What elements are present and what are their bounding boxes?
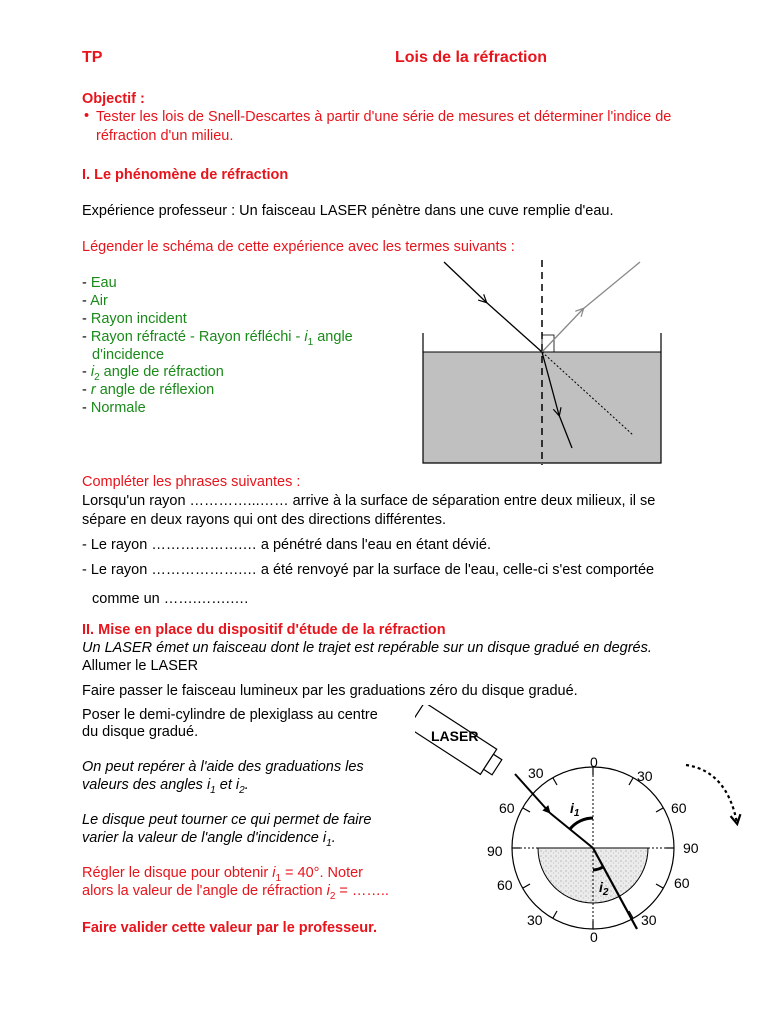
term-rayons-angle-incidence: - Rayon réfracté - Rayon réfléchi - $i_1$ angle bbox=[82, 329, 353, 348]
sentence1-line1: Lorsqu'un rayon …………...…… arrive à la surface de séparation entre deux milieux, il se bbox=[82, 493, 656, 509]
laser-label: LASER bbox=[431, 728, 479, 744]
grad-bottom-right: 30 bbox=[641, 912, 657, 928]
complete-heading: Compléter les phrases suivantes : bbox=[82, 474, 301, 490]
step-demi-cylindre-line1: Poser le demi-cylindre de plexiglass au centre bbox=[82, 707, 378, 723]
grad-upper-left: 60 bbox=[499, 800, 515, 816]
term-angle-reflexion: - r angle de réflexion bbox=[82, 382, 215, 398]
grad-bottom: 0 bbox=[590, 929, 598, 945]
section1-heading: I. Le phénomène de réfraction bbox=[82, 167, 289, 183]
sentence1-line2: sépare en deux rayons qui ont des directions différentes. bbox=[82, 512, 447, 528]
term-air: - Air bbox=[82, 293, 108, 309]
bullet-icon: • bbox=[84, 108, 90, 124]
angle-i2-label: $i_2$ bbox=[599, 879, 609, 898]
incident-ray bbox=[486, 302, 542, 352]
objectif-heading: Objectif : bbox=[82, 91, 145, 107]
step-demi-cylindre-line2: du disque gradué. bbox=[82, 724, 199, 740]
grad-upper-right: 60 bbox=[671, 800, 687, 816]
term-normale: - Normale bbox=[82, 400, 146, 416]
note-disk-line2: varier la valeur de l'angle d'incidence $i_1$. bbox=[82, 830, 336, 849]
reflected-ray-arrow bbox=[542, 309, 583, 352]
section2-heading: II. Mise en place du dispositif d'étude de la réfraction bbox=[82, 622, 446, 638]
validate-text: Faire valider cette valeur par le professeur. bbox=[82, 920, 377, 936]
page-title: Lois de la réfraction bbox=[395, 49, 548, 66]
term-angle-refraction: - $i_2$ angle de réfraction bbox=[82, 364, 224, 383]
tp-label: TP bbox=[82, 49, 103, 66]
incident-ray-arrow bbox=[444, 262, 486, 302]
reflected-ray bbox=[583, 262, 640, 309]
grad-lower-left: 60 bbox=[497, 877, 513, 893]
term-eau: - Eau bbox=[82, 275, 117, 291]
objectif-text-line2: réfraction d'un milieu. bbox=[96, 128, 234, 144]
grad-right: 90 bbox=[683, 840, 699, 856]
graduated-disk-diagram bbox=[415, 705, 755, 950]
angle-i1-label: $i_1$ bbox=[570, 800, 580, 819]
legend-instruction: Légender le schéma de cette expérience avec les termes suivants : bbox=[82, 239, 515, 255]
term-rayon-incident: - Rayon incident bbox=[82, 311, 187, 327]
grad-bottom-left: 30 bbox=[527, 912, 543, 928]
section2-intro: Un LASER émet un faisceau dont le trajet est repérable sur un disque gradué en degrés. bbox=[82, 640, 652, 656]
task-line2: alors la valeur de l'angle de réfraction $i_2$ = …….. bbox=[82, 883, 389, 902]
grad-left: 90 bbox=[487, 843, 503, 859]
note-angles-line2: valeurs des angles $i_1$ et $i_2$. bbox=[82, 777, 249, 796]
sentence4: comme un …….…….…. bbox=[92, 591, 249, 607]
rotation-arrow-icon bbox=[686, 765, 737, 823]
term-d-incidence: d'incidence bbox=[92, 347, 165, 363]
grad-top: 0 bbox=[590, 754, 598, 770]
grad-top-left: 30 bbox=[528, 765, 544, 781]
sentence2: - Le rayon ……………….… a pénétré dans l'eau en étant dévié. bbox=[82, 537, 491, 553]
step-allumer: Allumer le LASER bbox=[82, 658, 199, 674]
objectif-text-line1: Tester les lois de Snell-Descartes à partir d'une série de mesures et déterminer l'indice de bbox=[96, 109, 672, 125]
experience-text: Expérience professeur : Un faisceau LASER pénètre dans une cuve remplie d'eau. bbox=[82, 203, 614, 219]
step-faisceau: Faire passer le faisceau lumineux par les graduations zéro du disque gradué. bbox=[82, 683, 578, 699]
note-disk-line1: Le disque peut tourner ce qui permet de faire bbox=[82, 812, 372, 828]
note-angles-line1: On peut repérer à l'aide des graduations les bbox=[82, 759, 364, 775]
sentence3: - Le rayon ……………….… a été renvoyé par la surface de l'eau, celle-ci s'est comportée bbox=[82, 562, 655, 578]
refraction-tank-diagram bbox=[415, 255, 675, 470]
task-line1: Régler le disque pour obtenir $i_1 = 40^\circ$. Noter bbox=[82, 865, 363, 884]
grad-top-right: 30 bbox=[637, 768, 653, 784]
grad-lower-right: 60 bbox=[674, 875, 690, 891]
